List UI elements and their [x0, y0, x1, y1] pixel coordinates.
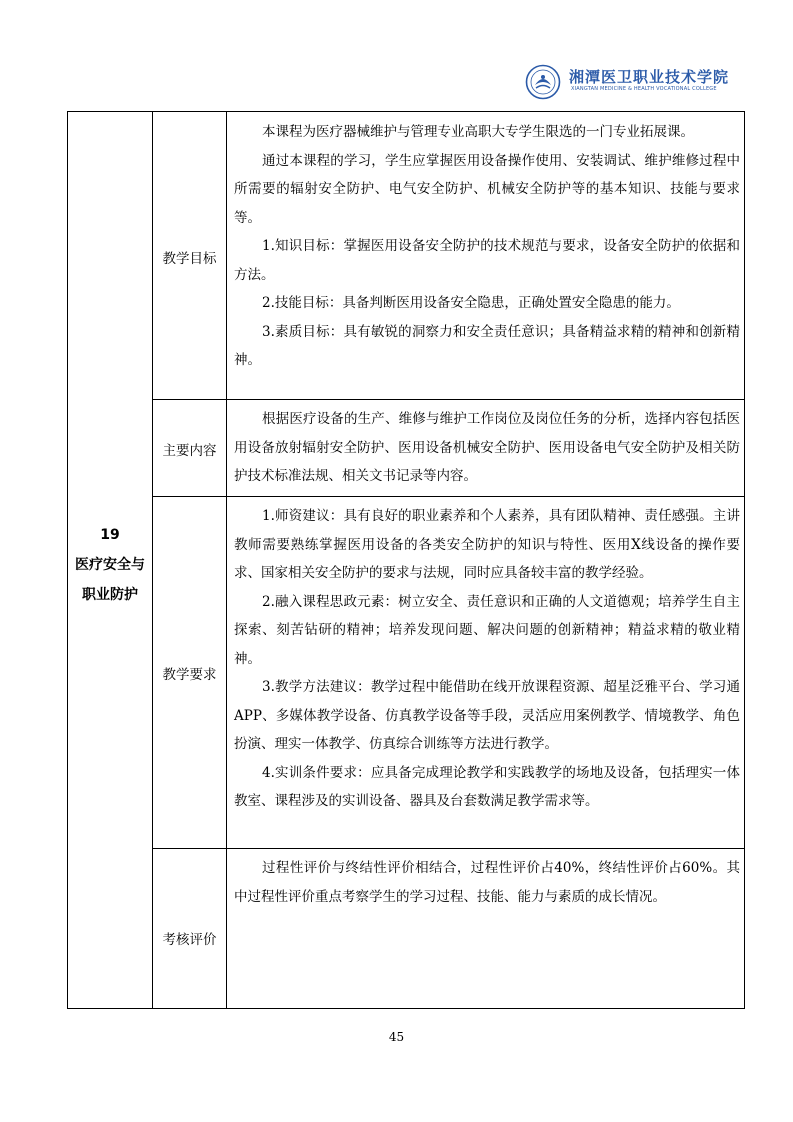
content-cell — [234, 405, 740, 491]
row-divider — [152, 496, 744, 497]
course-name-line2: 职业防护 — [82, 587, 138, 603]
requirements-paragraph: 3.教学方法建议：教学过程中能借助在线开放课程资源、超星泛雅平台、学习通APP、多媒体教学设备、仿真教学设备等手段，灵活应用案例教学、情境教学、角色扮演、理实一体教学、仿真综合训练等方法进行教学。 — [234, 679, 740, 752]
objectives-cell — [234, 118, 740, 375]
objectives-paragraph: 1.知识目标：掌握医用设备安全防护的技术规范与要求，设备安全防护的依据和方法。 — [234, 238, 740, 283]
row-divider — [152, 399, 744, 400]
content-paragraph: 根据医疗设备的生产、维修与维护工作岗位及岗位任务的分析，选择内容包括医用设备放射辐射安全防护、医用设备机械安全防护、医用设备电气安全防护及相关防护技术标准法规、相关文书记录等内容。 — [234, 411, 740, 484]
school-name-cn: 湘潭医卫职业技术学院 — [569, 68, 730, 86]
label-assessment: 考核评价 — [162, 932, 217, 948]
requirements-paragraph: 2.融入课程思政元素：树立安全、责任意识和正确的人文道德观；培养学生自主探索、刻苦钻研的精神；培养发现问题、解决问题的创新精神；精益求精的敬业精神。 — [234, 593, 740, 667]
course-name-cell — [68, 520, 152, 610]
objectives-paragraph: 本课程为医疗器械维护与管理专业高职大专学生限选的一门专业拓展课。 — [262, 124, 694, 140]
assessment-cell — [234, 854, 740, 911]
label-content: 主要内容 — [162, 443, 217, 459]
assessment-paragraph: 过程性评价与终结性评价相结合，过程性评价占40%，终结性评价占60%。其中过程性评价重点考察学生的学习过程、技能、能力与素质的成长情况。 — [234, 860, 740, 905]
objectives-paragraph: 2.技能目标：具备判断医用设备安全隐患，正确处置安全隐患的能力。 — [262, 295, 680, 311]
page-number: 45 — [388, 1030, 405, 1044]
label-requirements: 教学要求 — [162, 667, 217, 683]
school-seal-icon — [525, 64, 561, 100]
row-divider — [152, 848, 744, 849]
objectives-paragraph: 3.素质目标：具有敏锐的洞察力和安全责任意识；具备精益求精的精神和创新精神。 — [234, 323, 740, 368]
course-number: 19 — [100, 527, 120, 543]
label-objectives: 教学目标 — [162, 251, 217, 267]
course-name-line1: 医疗安全与 — [75, 557, 145, 573]
requirements-cell — [234, 502, 740, 816]
school-logo — [525, 64, 730, 104]
course-table — [67, 111, 745, 1009]
requirements-paragraph: 1.师资建议：具有良好的职业素养和个人素养，具有团队精神、责任感强。主讲教师需要熟练掌握医用设备的各类安全防护的知识与特性、医用X线设备的操作要求、国家相关安全防护的要求与法规，同时应具备较丰富的教学经验。 — [234, 508, 740, 581]
school-name-en: XIANGTAN MEDICINE & HEALTH VOCATIONAL COLLEGE — [571, 86, 717, 92]
requirements-paragraph: 4.实训条件要求：应具备完成理论教学和实践教学的场地及设备，包括理实一体教室、课程涉及的实训设备、器具及台套数满足教学需求等。 — [234, 764, 740, 809]
column-divider — [226, 112, 227, 1008]
objectives-paragraph: 通过本课程的学习，学生应掌握医用设备操作使用、安装调试、维护维修过程中所需要的辐射安全防护、电气安全防护、机械安全防护等的基本知识、技能与要求等。 — [234, 152, 740, 226]
